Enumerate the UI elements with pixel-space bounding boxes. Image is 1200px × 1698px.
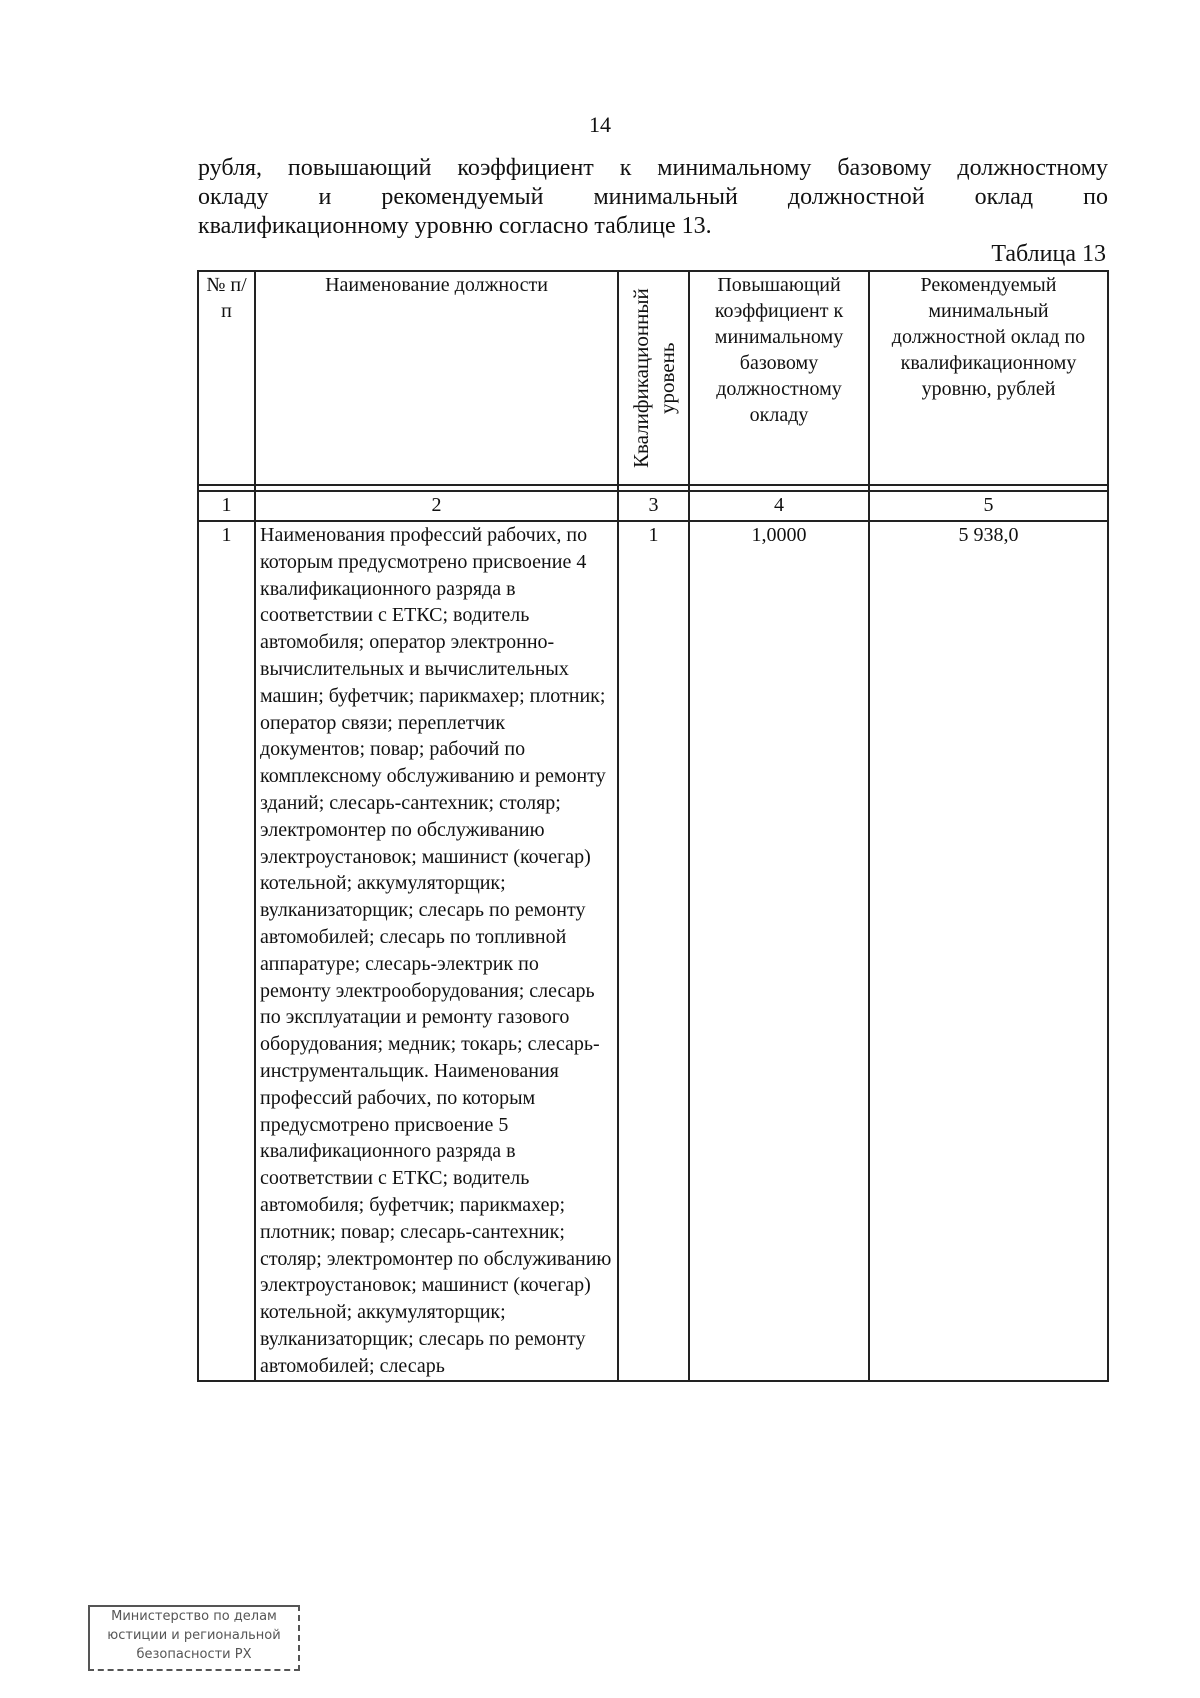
header-level: Квалификационный уровень: [628, 288, 679, 468]
column-number: 5: [869, 491, 1108, 521]
row-coef: 1,0000: [689, 521, 869, 1381]
stamp-line: юстиции и региональной: [107, 1628, 281, 1643]
registration-stamp: [88, 1605, 300, 1671]
page-number: 14: [589, 112, 611, 137]
intro-line: квалификационному уровню согласно таблице 13.: [198, 213, 712, 239]
salary-table: [197, 270, 1109, 1382]
header-level-cell: [618, 271, 689, 485]
stamp-line: Министерство по делам: [111, 1609, 277, 1624]
column-number: 4: [689, 491, 869, 521]
table-header-row: [198, 271, 1108, 485]
column-number: 2: [255, 491, 618, 521]
column-number-row: [198, 491, 1108, 521]
intro-paragraph: [198, 154, 1108, 241]
header-salary: Рекомендуемый минимальный должностной оклад по квалификационному уровню, рублей: [869, 271, 1108, 485]
table-row: [198, 521, 1108, 1381]
stamp-line: безопасности РХ: [136, 1647, 252, 1662]
column-number: 1: [198, 491, 255, 521]
header-name: Наименование должности: [255, 271, 618, 485]
row-salary: 5 938,0: [869, 521, 1108, 1381]
header-coef: Повышающий коэффициент к минимальному базовому должностному окладу: [689, 271, 869, 485]
row-num: 1: [198, 521, 255, 1381]
header-num: № п/п: [198, 271, 255, 485]
intro-line: рубля, повышающий коэффициент к минимальному базовому должностному: [198, 155, 1108, 181]
intro-line: окладу и рекомендуемый минимальный должностной оклад по: [198, 184, 1108, 210]
row-position-names: Наименования профессий рабочих, по которым предусмотрено присвоение 4 квалификационного разряда в соответствии с ЕТКС; водитель автомобиля; оператор электронно-вычислительных и вычислительных машин; буфетчик; парикмахер; плотник; оператор связи; переплетчик документов; повар; рабочий по комплексному обслуживанию и ремонту зданий; слесарь-сантехник; столяр; электромонтер по обслуживанию электроустановок; машинист (кочегар) котельной; аккумуляторщик; вулканизаторщик; слесарь по ремонту автомобилей; слесарь по топливной аппаратуре; слесарь-электрик по ремонту электрооборудования; слесарь по эксплуатации и ремонту газового оборудования; медник; токарь; слесарь-инструментальщик. Наименования профессий рабочих, по которым предусмотрено присвоение 5 квалификационного разряда в соответствии с ЕТКС; водитель автомобиля; буфетчик; парикмахер; плотник; повар; слесарь-сантехник; столяр; электромонтер по обслуживанию электроустановок; машинист (кочегар) котельной; аккумуляторщик; вулканизаторщик; слесарь по ремонту автомобилей; слесарь: [255, 521, 618, 1381]
table-caption: Таблица 13: [991, 241, 1106, 267]
column-number: 3: [618, 491, 689, 521]
row-level: 1: [618, 521, 689, 1381]
